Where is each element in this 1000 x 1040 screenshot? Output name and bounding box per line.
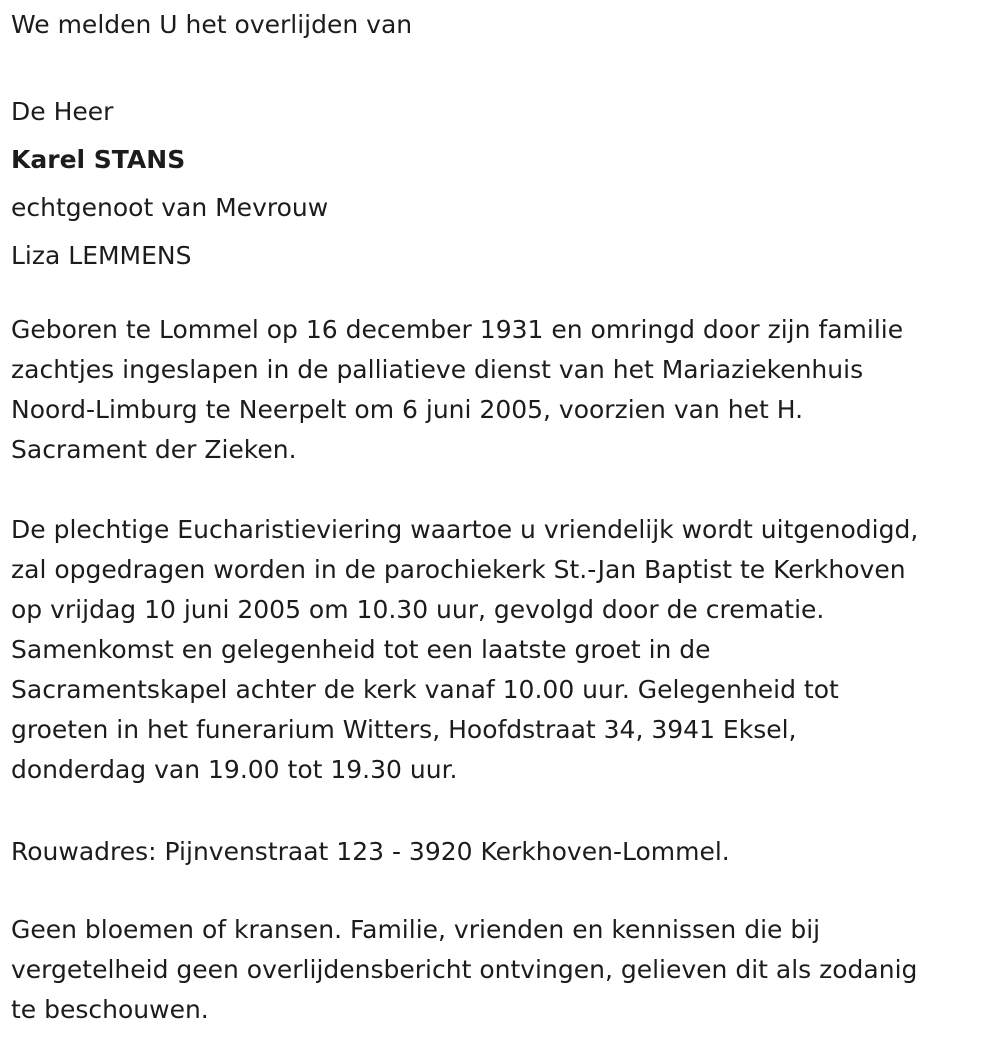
flowers-notice: Geen bloemen of kransen. Familie, vrienden en kennissen die bij vergetelheid geen overlijdensbericht ontvingen, gelieven dit als zodanig te beschouwen.: [11, 915, 918, 1024]
intro-line: We melden U het overlijden van: [11, 10, 413, 39]
spouse-label: echtgenoot van Mevrouw: [11, 193, 329, 222]
honorific: De Heer: [11, 97, 114, 126]
mourning-address: Rouwadres: Pijnvenstraat 123 - 3920 Kerkhoven-Lommel.: [11, 837, 730, 866]
deceased-name-block: [11, 88, 328, 280]
birth-death-paragraph: Geboren te Lommel op 16 december 1931 en omringd door zijn familie zachtjes ingeslapen in de palliatieve dienst van het Mariaziekenhuis Noord-Limburg te Neerpelt om 6 juni 2005, voorzien van het H. Sacrament der Zieken.: [11, 315, 904, 464]
spouse-name: Liza LEMMENS: [11, 241, 192, 270]
ceremony-paragraph: De plechtige Eucharistieviering waartoe u vriendelijk wordt uitgenodigd, zal opgedragen worden in de parochiekerk St.-Jan Baptist te Kerkhoven op vrijdag 10 juni 2005 om 10.30 uur, gevolgd door de crematie. Samenkomst en gelegenheid tot een laatste groet in de Sacramentskapel achter de kerk vanaf 10.00 uur. Gelegenheid tot groeten in het funerarium Witters, Hoofdstraat 34, 3941 Eksel, donderdag van 19.00 tot 19.30 uur.: [11, 515, 919, 784]
deceased-name: Karel STANS: [11, 145, 186, 174]
